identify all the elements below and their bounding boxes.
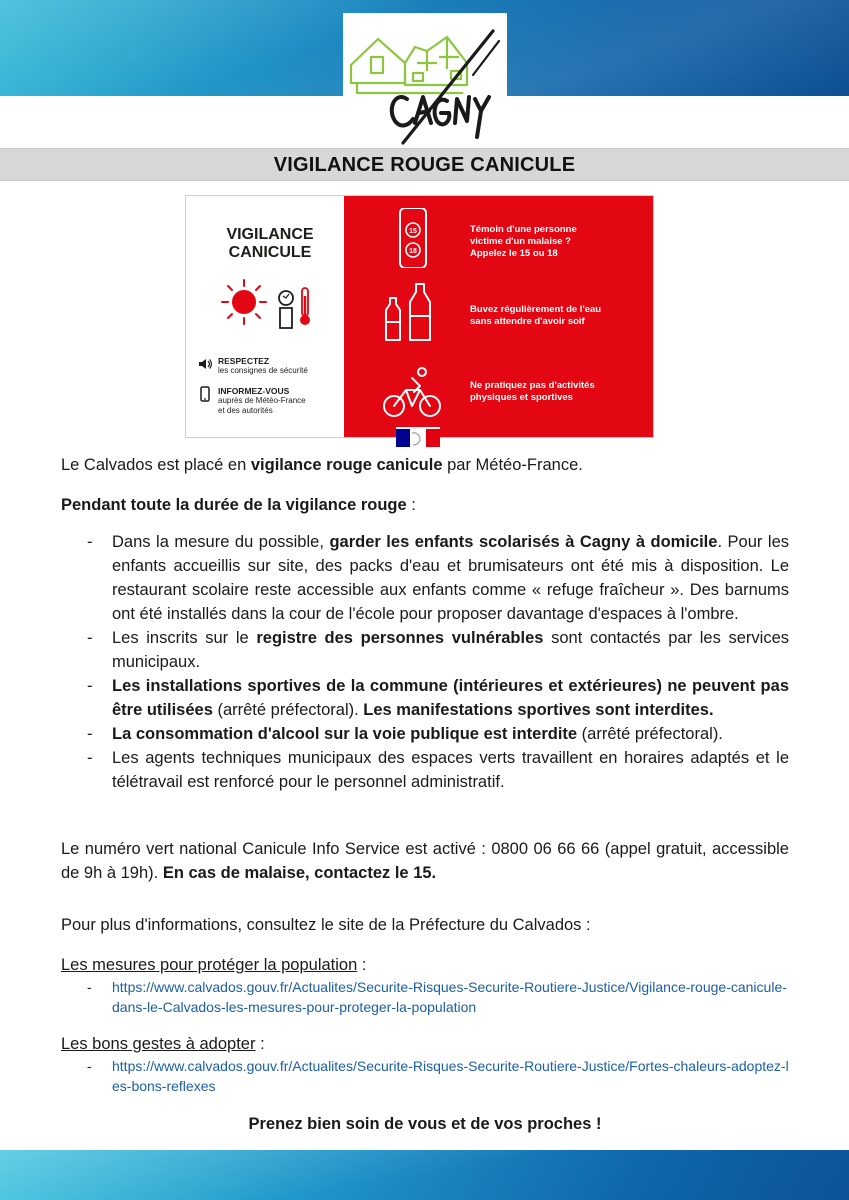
link-heading-population [61, 953, 789, 977]
intro-paragraph [61, 453, 789, 477]
poster-title [210, 226, 330, 262]
bullet-bold: garder les enfants scolarisés à Cagny à domicile [329, 533, 718, 551]
link-list-population [61, 977, 789, 1017]
poster-right-panel [344, 196, 653, 437]
list-item [61, 977, 789, 1017]
during-heading [61, 493, 789, 517]
bullet-text: Les agents techniques municipaux des espaces verts travaillent en horaires adaptés et le télétravail est renforcé pour le personnel administratif. [112, 749, 789, 791]
cyclist-icon [382, 362, 442, 422]
bullet-text: Les inscrits sur le [112, 629, 257, 647]
intro-text-end: par Météo-France. [442, 456, 583, 474]
logo-text: CAGNY [343, 13, 347, 14]
intro-text: Le Calvados est placé en [61, 456, 251, 474]
heat-illustration-icon [220, 276, 320, 346]
vigilance-poster [185, 195, 654, 438]
poster-tip-call-line1: Témoin d'une personne [470, 224, 577, 235]
speaker-icon [198, 356, 212, 372]
bullet-text: (arrêté préfectoral). [577, 725, 723, 743]
during-colon: : [406, 496, 416, 514]
page-title: VIGILANCE ROUGE CANICULE [273, 154, 576, 176]
poster-tip-water-line2: sans attendre d'avoir soif [470, 316, 585, 327]
prefecture-link-gestures[interactable]: https://www.calvados.gouv.fr/Actualites/Securite-Risques-Securite-Routiere-Justice/Fortes-chaleurs-adoptez-les-bons-reflexes [112, 1058, 789, 1094]
hotline-bold: En cas de malaise, contactez le 15. [162, 864, 437, 882]
list-item [61, 1056, 789, 1096]
list-item [61, 722, 789, 746]
poster-tip-water-line1: Buvez régulièrement de l'eau [470, 304, 602, 315]
prefecture-link-population[interactable]: https://www.calvados.gouv.fr/Actualites/Securite-Risques-Securite-Routiere-Justice/Vigilance-rouge-canicule-dans-le-Calvados-les-mesures-pour-proteger-la-population [112, 979, 787, 1015]
poster-note-inform [198, 386, 306, 416]
emergency-number-18: 18 [409, 248, 417, 255]
during-bold: Pendant toute la durée de la vigilance rouge [61, 496, 407, 514]
link-heading-gestures-text: Les bons gestes à adopter [61, 1035, 256, 1053]
intro-bold: vigilance rouge canicule [250, 456, 443, 474]
list-item [61, 530, 789, 626]
poster-tip-water [344, 282, 655, 342]
link-heading-colon: : [255, 1035, 265, 1053]
list-item [61, 746, 789, 794]
poster-tip-sport [344, 362, 655, 422]
poster-tip-sport-line1: Ne pratiquez pas d'activités [470, 380, 595, 391]
poster-tip-call-line2: victime d'un malaise ? [470, 236, 571, 247]
marianne-logo [396, 427, 440, 449]
hotline-text: Le numéro vert national Canicule Info Service est activé : 0800 06 66 66 (appel gratuit, accessible de 9h à 19h). [61, 840, 789, 882]
poster-title-line2: CANICULE [228, 244, 312, 261]
list-item [61, 626, 789, 674]
poster-note-inform-line1: auprès de Météo-France [218, 396, 306, 405]
bullet-bold: registre des personnes vulnérables [256, 629, 544, 647]
poster-note-respect [198, 356, 308, 376]
poster-title-line1: VIGILANCE [226, 226, 314, 243]
link-heading-population-text: Les mesures pour protéger la population [61, 956, 358, 974]
poster-note-respect-text: les consignes de sécurité [218, 366, 308, 375]
link-heading-gestures [61, 1032, 789, 1056]
phone-emergency-icon [382, 208, 442, 268]
more-info-paragraph: Pour plus d'informations, consultez le site de la Préfecture du Calvados : [61, 916, 591, 934]
poster-note-inform-line2: et des autorités [218, 406, 273, 415]
bullet-bold: La consommation d'alcool sur la voie publique est interdite [112, 725, 578, 743]
poster-tip-call [344, 208, 655, 268]
french-flag-icon [396, 427, 440, 449]
phone-icon [198, 386, 212, 402]
link-heading-colon: : [357, 956, 367, 974]
poster-tip-call-line3: Appelez le 15 ou 18 [470, 248, 558, 259]
link-list-gestures [61, 1056, 789, 1096]
list-item [61, 674, 789, 722]
hotline-paragraph [61, 837, 789, 885]
title-bar [0, 148, 849, 181]
measures-list [61, 530, 789, 794]
poster-note-inform-bold: INFORMEZ-VOUS [218, 386, 290, 396]
bullet-text: (arrêté préfectoral). [212, 701, 364, 719]
bullet-bold: Les manifestations sportives sont interdites. [363, 701, 714, 719]
water-bottles-icon [382, 282, 442, 342]
bullet-text: sont contactés par les services municipaux. [112, 629, 789, 671]
cagny-logo [343, 13, 507, 147]
poster-left-panel [186, 196, 344, 437]
poster-tip-sport-line2: physiques et sportives [470, 392, 573, 403]
cagny-logo-mark [343, 13, 507, 147]
closing-message: Prenez bien soin de vous et de vos proches ! [248, 1115, 602, 1133]
poster-note-respect-bold: RESPECTEZ [218, 356, 270, 366]
bullet-text: . Pour les enfants accueillis sur site, des packs d'eau et brumisateurs ont été mis à disposition. Le restaurant scolaire reste accessible aux enfants comme « refuge fraîcheur ». Des barnums ont été installés dans la cour de l'école pour proposer davantage d'espaces à l'ombre. [112, 533, 790, 623]
emergency-number-15: 15 [409, 228, 417, 235]
bullet-text: Dans la mesure du possible, [112, 533, 330, 551]
bottom-decorative-band [0, 1150, 849, 1200]
bullet-bold: Les installations sportives de la commune (intérieures et extérieures) ne peuvent pas être utilisées [112, 677, 789, 719]
